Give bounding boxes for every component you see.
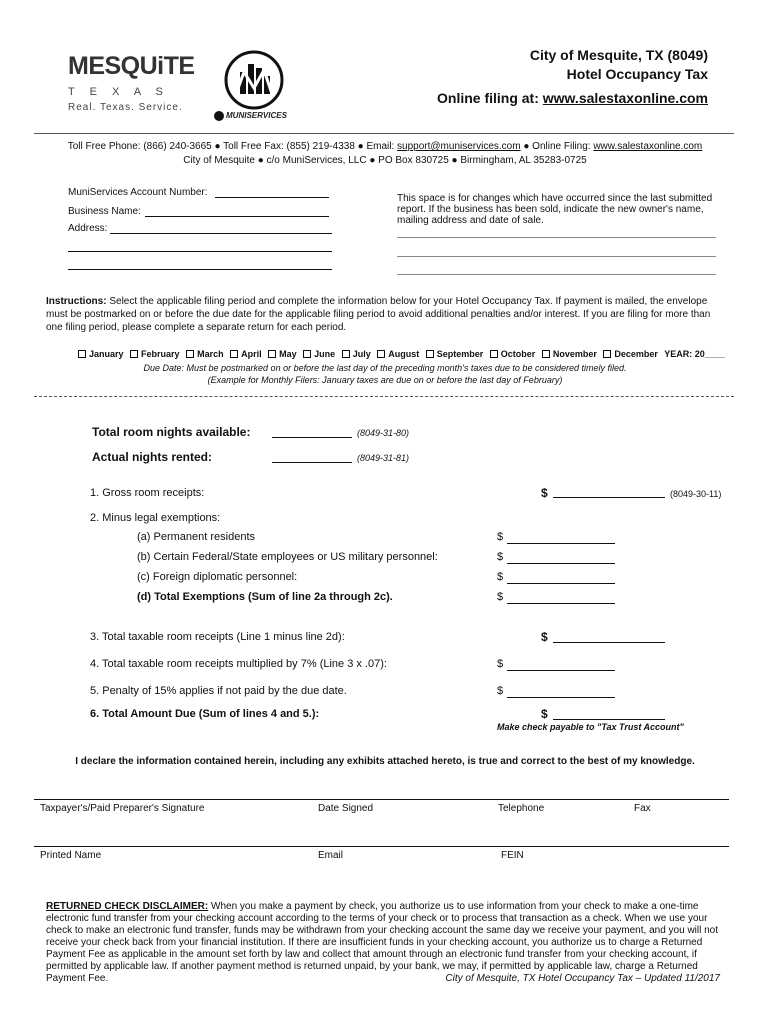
- line-4-label: 4. Total taxable room receipts multiplied by 7% (Line 3 x .07):: [90, 658, 387, 670]
- address-field-1[interactable]: [110, 233, 332, 234]
- line-6-label: 6. Total Amount Due (Sum of lines 4 and 5.):: [90, 708, 320, 720]
- nights-available-field[interactable]: [272, 437, 352, 438]
- line-2a-label: (a) Permanent residents: [137, 531, 255, 543]
- month-march[interactable]: March: [186, 349, 224, 359]
- filing-period-row: [78, 349, 725, 359]
- texas-wordmark: T E X A S: [68, 86, 169, 98]
- checkbox-january[interactable]: [78, 350, 86, 358]
- mesquite-wordmark: MESQUiTE: [68, 52, 195, 80]
- line-2-label: 2. Minus legal exemptions:: [90, 512, 221, 524]
- line-2c-field[interactable]: [507, 583, 615, 584]
- checkbox-may[interactable]: [268, 350, 276, 358]
- account-number-label: MuniServices Account Number:: [68, 187, 208, 198]
- month-july[interactable]: July: [342, 349, 371, 359]
- online-filing-link[interactable]: www.salestaxonline.com: [542, 90, 708, 106]
- nights-available-label: Total room nights available:: [92, 425, 251, 439]
- disclaimer-text: When you make a payment by check, you authorize us to use information from your check to make a one-time electronic fund transfer from your checking account according to the terms of your check or to process that transaction as a check. When we use your check to make an electronic fund transfer, funds may be withdrawn from your checking account the same day we receive your payment, and you will not receive your check back from your financial institution. If there are insufficient funds in your checking account, you authorize us to charge a Returned Payment Fee as applicable in the amount set forth by law and collect that amount through an electronic fund transfer from your checking account, if permitted by applicable law. If another payment method is returned unpaid, by your bank, we may, if permitted by applicable law, charge a Returned Payment Fee.: [46, 901, 719, 984]
- changes-field-1[interactable]: [397, 237, 716, 238]
- checkbox-february[interactable]: [130, 350, 138, 358]
- muniservices-logo: [212, 50, 302, 122]
- month-november[interactable]: November: [542, 349, 597, 359]
- line-3-label: 3. Total taxable room receipts (Line 1 minus line 2d):: [90, 631, 345, 643]
- line-2b-dollar: $: [497, 551, 504, 563]
- nights-rented-code: (8049-31-81): [357, 453, 410, 463]
- address-label: Address:: [68, 223, 108, 234]
- section-divider: [34, 396, 734, 397]
- address-field-2[interactable]: [68, 251, 332, 252]
- line-4-field[interactable]: [507, 670, 615, 671]
- account-number-field[interactable]: [215, 197, 329, 198]
- business-name-field[interactable]: [145, 216, 329, 217]
- check-payable-note: Make check payable to "Tax Trust Account": [497, 722, 684, 732]
- fax-label: Fax: [634, 803, 651, 814]
- line-2c-dollar: $: [497, 571, 504, 583]
- fein-label: FEIN: [501, 850, 524, 861]
- line-2d-label: (d) Total Exemptions (Sum of line 2a through 2c).: [137, 591, 393, 603]
- due-date-note: Due Date: Must be postmarked on or before the last day of the preceding month's taxes due to be considered timely filed.: [143, 363, 627, 373]
- form-title-tax: Hotel Occupancy Tax: [566, 66, 708, 82]
- month-august[interactable]: August: [377, 349, 419, 359]
- header-divider: [34, 133, 734, 134]
- checkbox-december[interactable]: [603, 350, 611, 358]
- line-3-dollar: $: [541, 630, 548, 644]
- line-2b-field[interactable]: [507, 563, 615, 564]
- contact-email-link[interactable]: support@muniservices.com: [397, 141, 521, 152]
- online-filing-label: Online filing at:: [437, 90, 543, 106]
- checkbox-september[interactable]: [426, 350, 434, 358]
- line-4-dollar: $: [497, 658, 504, 670]
- date-signed-label: Date Signed: [318, 803, 374, 814]
- checkbox-october[interactable]: [490, 350, 498, 358]
- checkbox-november[interactable]: [542, 350, 550, 358]
- declaration: I declare the information contained herein, including any exhibits attached hereto, is true and correct to the best of my knowledge.: [75, 756, 695, 767]
- form-footer: City of Mesquite, TX Hotel Occupancy Tax – Updated 11/2017: [445, 973, 720, 984]
- line-2a-dollar: $: [497, 531, 504, 543]
- line-2b-label: (b) Certain Federal/State employees or US military personnel:: [137, 551, 438, 563]
- contact-text-a: Toll Free Phone: (866) 240-3665 ● Toll Free Fax: (855) 219-4338 ● Email:: [67, 141, 398, 152]
- nights-rented-label: Actual nights rented:: [92, 450, 213, 464]
- checkbox-april[interactable]: [230, 350, 238, 358]
- changes-field-2[interactable]: [397, 256, 716, 257]
- nights-available-code: (8049-31-80): [357, 428, 410, 438]
- line-2a-field[interactable]: [507, 543, 615, 544]
- month-february[interactable]: February: [130, 349, 180, 359]
- nights-rented-field[interactable]: [272, 462, 352, 463]
- line-5-dollar: $: [497, 685, 504, 697]
- checkbox-march[interactable]: [186, 350, 194, 358]
- year-field[interactable]: YEAR: 20____: [664, 349, 725, 359]
- printed-name-label: Printed Name: [40, 850, 102, 861]
- disclaimer-label: RETURNED CHECK DISCLAIMER:: [46, 901, 209, 912]
- instructions: [46, 295, 726, 334]
- line-6-dollar: $: [541, 707, 548, 721]
- changes-field-3[interactable]: [397, 274, 716, 275]
- checkbox-july[interactable]: [342, 350, 350, 358]
- line-1-dollar: $: [541, 486, 548, 500]
- business-name-label: Business Name:: [68, 206, 141, 217]
- line-3-field[interactable]: [553, 642, 665, 643]
- example-note: (Example for Monthly Filers: January taxes are due on or before the last day of February): [207, 375, 563, 385]
- taxpayer-signature-label: Taxpayer's/Paid Preparer's Signature: [40, 803, 205, 814]
- changes-note: This space is for changes which have occurred since the last submitted report. If the business has been sold, indicate the new owner's name, mailing address and date of sale.: [397, 193, 713, 226]
- instructions-label: Instructions:: [46, 296, 107, 307]
- mesquite-logo: [68, 52, 203, 122]
- line-2d-dollar: $: [497, 591, 504, 603]
- contact-line-1: [0, 141, 770, 152]
- contact-line-2: City of Mesquite ● c/o MuniServices, LLC ● PO Box 830725 ● Birmingham, AL 35283-0725: [183, 155, 587, 166]
- contact-text-b: ● Online Filing:: [520, 141, 594, 152]
- month-september[interactable]: September: [426, 349, 484, 359]
- line-1-label: 1. Gross room receipts:: [90, 487, 205, 499]
- email-label: Email: [318, 850, 344, 861]
- checkbox-august[interactable]: [377, 350, 385, 358]
- month-october[interactable]: October: [490, 349, 536, 359]
- logo-tagline: Real. Texas. Service.: [68, 102, 183, 113]
- checkbox-june[interactable]: [303, 350, 311, 358]
- month-april[interactable]: April: [230, 349, 262, 359]
- month-january[interactable]: January: [78, 349, 124, 359]
- online-filing: [437, 90, 708, 106]
- line-6-field[interactable]: [553, 719, 665, 720]
- line-2c-label: (c) Foreign diplomatic personnel:: [137, 571, 298, 583]
- line-5-label: 5. Penalty of 15% applies if not paid by the due date.: [90, 685, 347, 697]
- month-may[interactable]: May: [268, 349, 297, 359]
- month-december[interactable]: December: [603, 349, 658, 359]
- line-2d-field[interactable]: [507, 603, 615, 604]
- signature-line-2[interactable]: [34, 846, 729, 847]
- muniservices-wordmark: MUNISERVICES: [226, 111, 287, 120]
- signature-line-1[interactable]: [34, 799, 729, 800]
- telephone-label: Telephone: [498, 803, 545, 814]
- instructions-text: Select the applicable filing period and complete the information below for your Hotel Occupancy Tax. If payment is mailed, the envelope must be postmarked on or before the due date for the applicable filing period to avoid additional penalties and/or interest. If you are filing for more than one filing period, please complete a separate return for each period.: [46, 296, 711, 333]
- line-1-field[interactable]: [553, 497, 665, 498]
- line-5-field[interactable]: [507, 697, 615, 698]
- month-june[interactable]: June: [303, 349, 335, 359]
- contact-url-link[interactable]: www.salestaxonline.com: [593, 141, 703, 152]
- line-1-code: (8049-30-11): [670, 489, 722, 499]
- form-title-city: City of Mesquite, TX (8049): [529, 47, 708, 63]
- address-field-3[interactable]: [68, 269, 332, 270]
